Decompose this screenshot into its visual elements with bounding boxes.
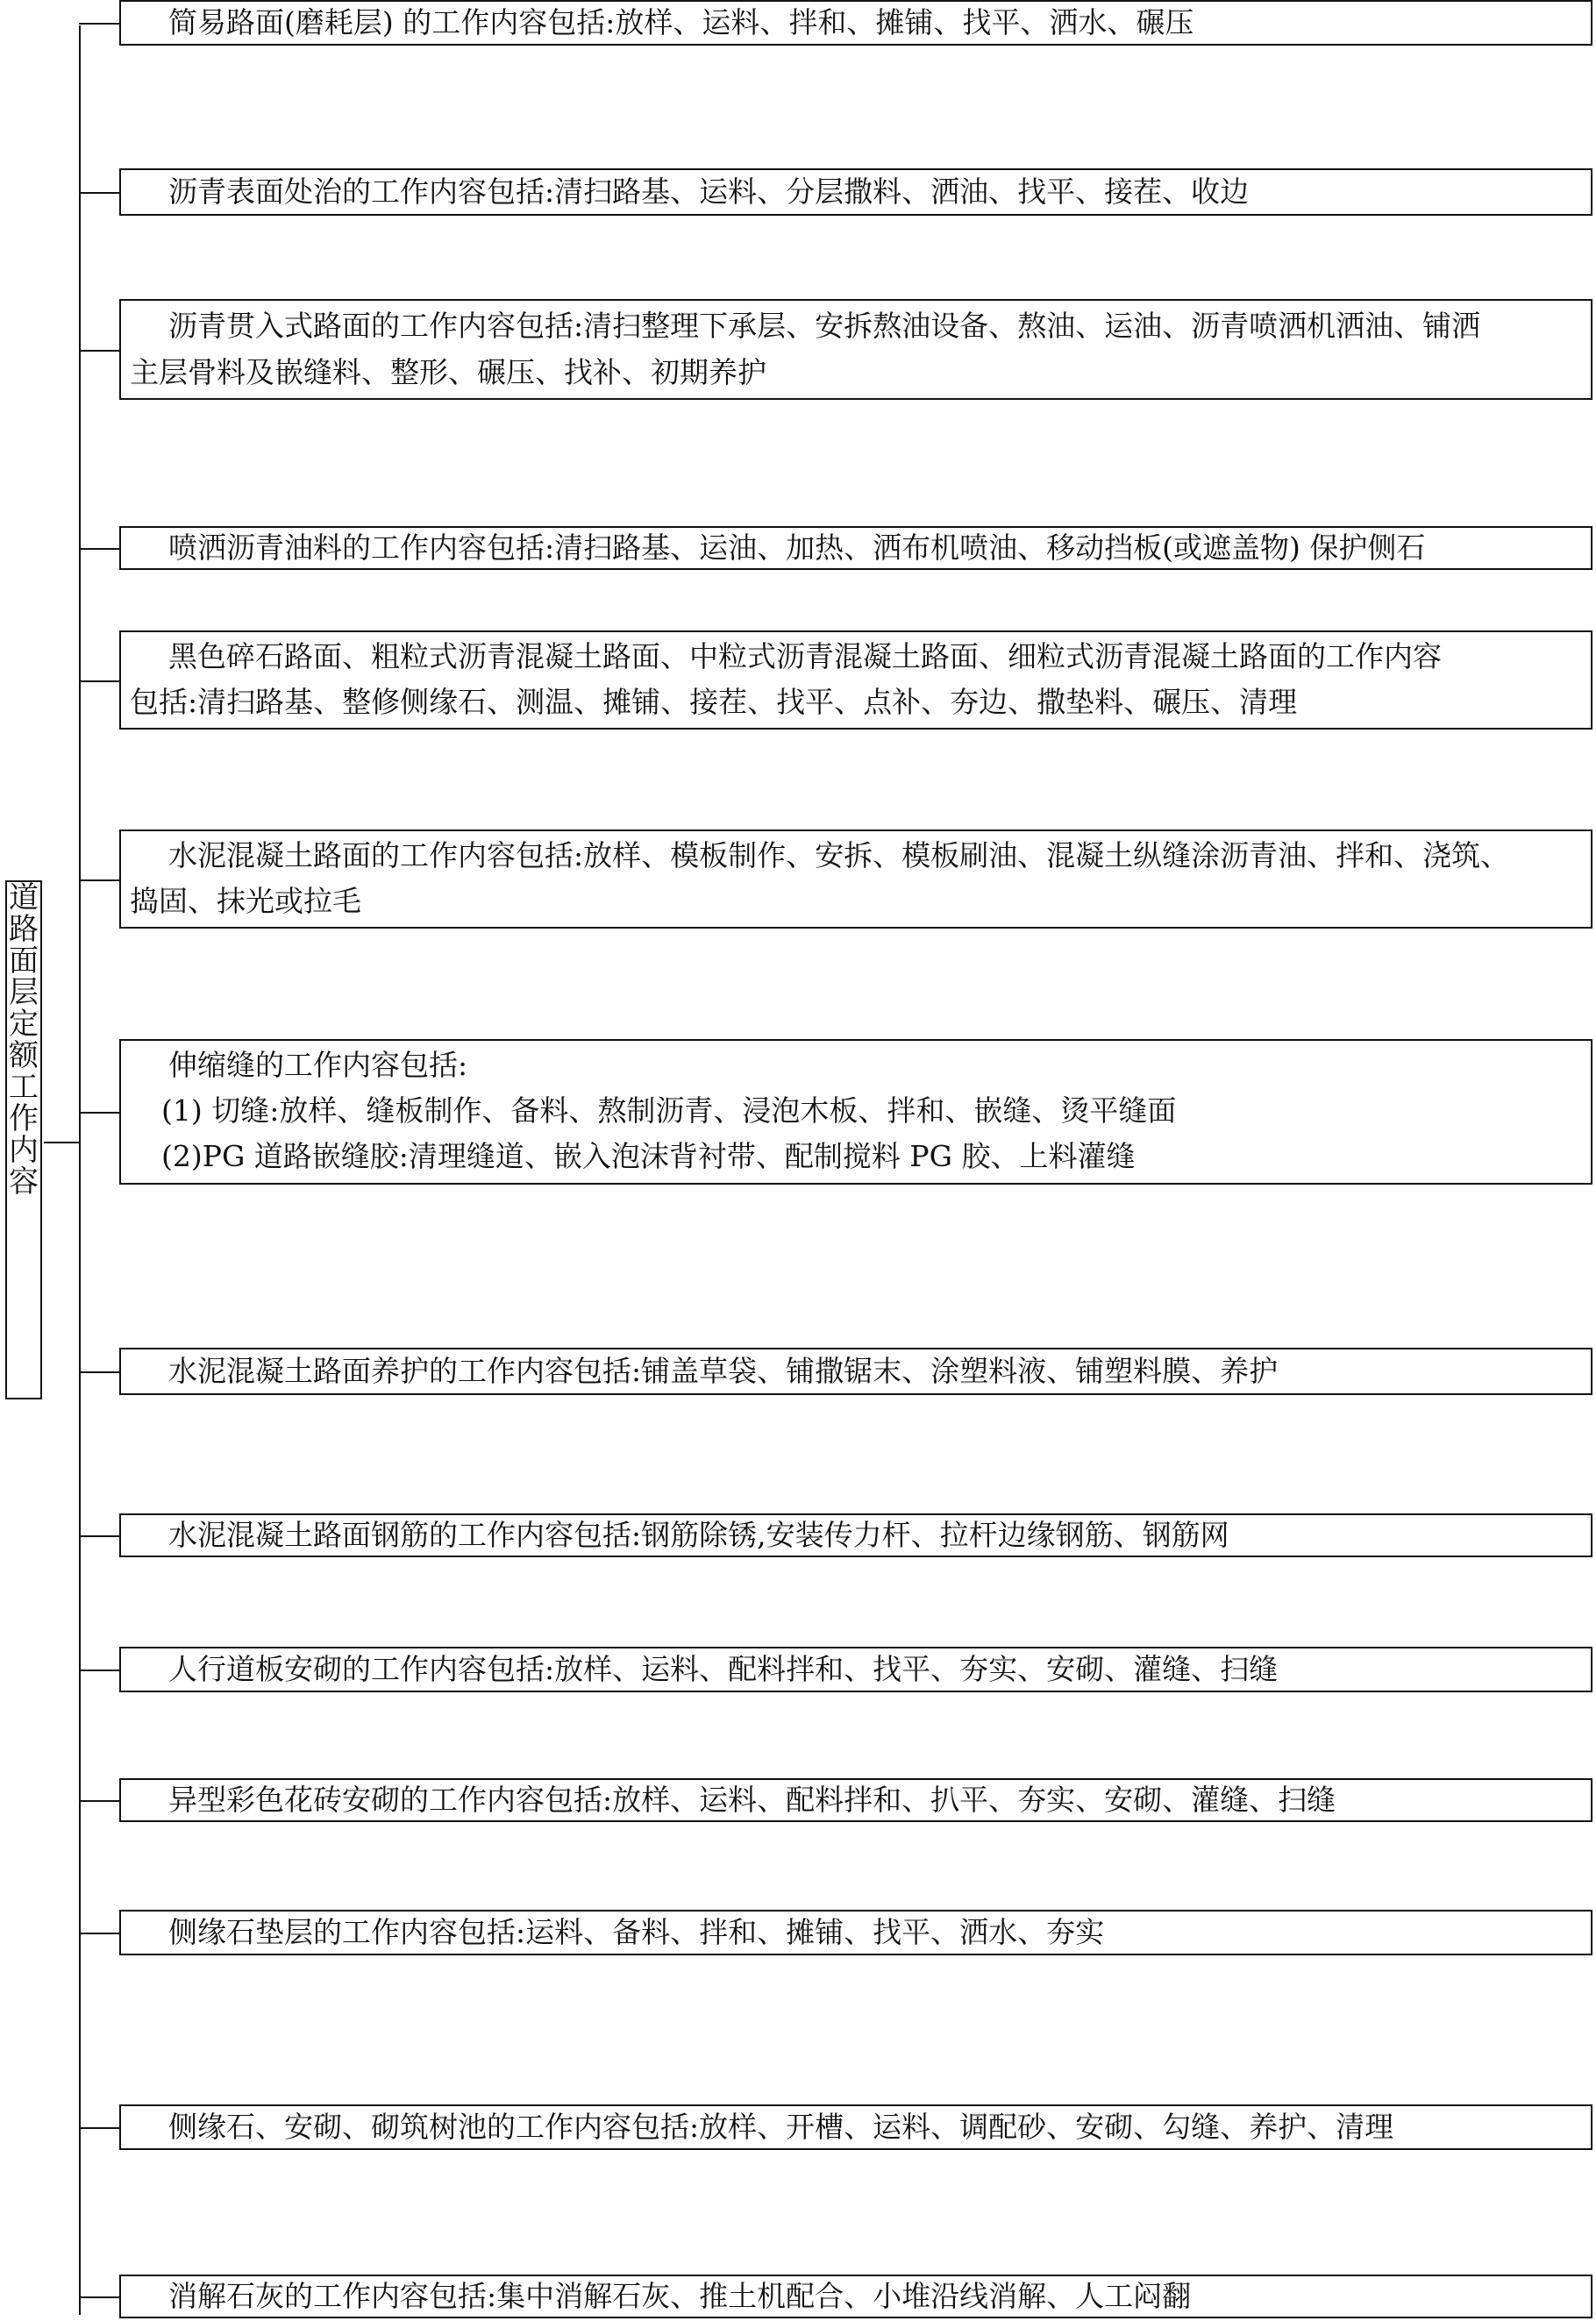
work-content-line: 喷洒沥青油料的工作内容包括:清扫路基、运油、加热、洒布机喷油、移动挡板(或遮盖物) 保护侧石 xyxy=(168,530,1426,565)
work-content-box xyxy=(119,1910,1592,1955)
trunk-line xyxy=(79,25,81,2315)
work-content-box xyxy=(119,299,1592,400)
work-content-box xyxy=(119,1513,1592,1557)
work-content-line: 沥青贯入式路面的工作内容包括:清扫整理下承层、安拆熬油设备、熬油、运油、沥青喷洒机洒油、铺洒 xyxy=(168,309,1481,343)
branch-connector xyxy=(79,1800,119,1802)
work-content-box xyxy=(119,1647,1592,1692)
work-content-line: 主层骨料及嵌缝料、整形、碾压、找补、初期养护 xyxy=(130,355,766,389)
work-content-line: (1) 切缝:放样、缝板制作、备料、熬制沥青、浸泡木板、拌和、嵌缝、烫平缝面 xyxy=(161,1093,1177,1128)
root-char: 定 xyxy=(9,1007,39,1042)
work-content-box xyxy=(119,1778,1592,1822)
root-char: 道 xyxy=(9,880,39,915)
work-content-line: 简易路面(磨耗层) 的工作内容包括:放样、运料、拌和、摊铺、找平、洒水、碾压 xyxy=(168,5,1194,39)
work-content-line: 侧缘石垫层的工作内容包括:运料、备料、拌和、摊铺、找平、洒水、夯实 xyxy=(168,1915,1105,1949)
work-content-box xyxy=(119,1039,1592,1185)
work-content-box xyxy=(119,829,1592,929)
root-char: 作 xyxy=(9,1101,39,1136)
branch-connector xyxy=(79,192,119,194)
work-content-box xyxy=(119,630,1592,730)
root-char: 工 xyxy=(9,1070,39,1105)
work-content-box xyxy=(119,168,1592,216)
work-content-box xyxy=(119,2275,1592,2318)
branch-connector xyxy=(79,1535,119,1537)
work-content-line: 人行道板安砌的工作内容包括:放样、运料、配料拌和、找平、夯实、安砌、灌缝、扫缝 xyxy=(168,1652,1279,1686)
work-content-line: 捣固、抹光或拉毛 xyxy=(130,884,361,918)
work-content-line: 黑色碎石路面、粗粒式沥青混凝土路面、中粒式沥青混凝土路面、细粒式沥青混凝土路面的工作内容 xyxy=(168,639,1442,673)
branch-connector xyxy=(79,879,119,881)
branch-connector xyxy=(79,1933,119,1934)
work-content-line: 侧缘石、安砌、砌筑树池的工作内容包括:放样、开槽、运料、调配砂、安砌、勾缝、养护、清理 xyxy=(168,2110,1394,2144)
root-label xyxy=(5,880,42,1399)
branch-connector xyxy=(79,1112,119,1114)
root-connector xyxy=(44,1142,81,1143)
work-content-box xyxy=(119,1348,1592,1395)
root-char: 面 xyxy=(9,943,39,979)
branch-connector xyxy=(79,350,119,352)
work-content-box xyxy=(119,0,1592,46)
work-content-line: 水泥混凝土路面钢筋的工作内容包括:钢筋除锈,安装传力杆、拉杆边缘钢筋、钢筋网 xyxy=(168,1518,1229,1552)
work-content-box xyxy=(119,2104,1592,2150)
work-content-box xyxy=(119,526,1592,570)
work-content-line: 水泥混凝土路面的工作内容包括:放样、模板制作、安拆、模板刷油、混凝土纵缝涂沥青油、拌和、浇筑、 xyxy=(168,838,1510,872)
root-char: 额 xyxy=(9,1038,39,1073)
root-char: 内 xyxy=(9,1133,39,1168)
branch-connector xyxy=(79,1670,119,1671)
branch-connector xyxy=(79,680,119,682)
branch-connector xyxy=(79,23,119,25)
branch-connector xyxy=(79,2127,119,2129)
branch-connector xyxy=(79,548,119,550)
branch-connector xyxy=(79,1371,119,1373)
work-content-line: (2)PG 道路嵌缝胶:清理缝道、嵌入泡沫背衬带、配制搅料 PG 胶、上料灌缝 xyxy=(161,1139,1136,1173)
work-content-line: 水泥混凝土路面养护的工作内容包括:铺盖草袋、铺撒锯末、涂塑料液、铺塑料膜、养护 xyxy=(168,1354,1279,1388)
work-content-line: 异型彩色花砖安砌的工作内容包括:放样、运料、配料拌和、扒平、夯实、安砌、灌缝、扫缝 xyxy=(168,1783,1336,1817)
work-content-line: 包括:清扫路基、整修侧缘石、测温、摊铺、接茬、找平、点补、夯边、撒垫料、碾压、清理 xyxy=(130,685,1298,719)
root-char: 层 xyxy=(9,975,39,1010)
root-char: 路 xyxy=(9,912,39,947)
work-content-line: 伸缩缝的工作内容包括: xyxy=(168,1048,468,1082)
work-content-line: 消解石灰的工作内容包括:集中消解石灰、推土机配合、小堆沿线消解、人工闷翻 xyxy=(168,2279,1192,2313)
work-content-line: 沥青表面处治的工作内容包括:清扫路基、运料、分层撒料、洒油、找平、接茬、收边 xyxy=(168,174,1250,209)
root-char: 容 xyxy=(9,1164,39,1200)
branch-connector xyxy=(79,2296,119,2298)
